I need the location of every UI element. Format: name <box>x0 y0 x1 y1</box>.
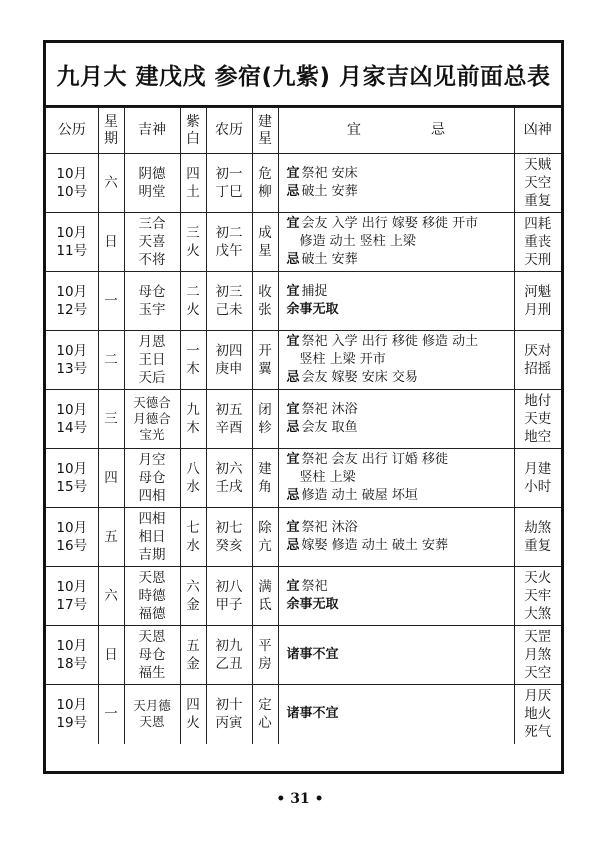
jianxing-cell-line: 危 <box>258 166 272 182</box>
ji-text: 破土 安葬 <box>301 184 358 199</box>
jianxing-cell <box>252 154 278 213</box>
gongli-cell-line: 10月 <box>56 638 88 654</box>
nongli-cell-line: 初九 <box>215 638 243 654</box>
jianxing-cell-line: 张 <box>258 302 272 318</box>
gongli-cell-line: 19号 <box>56 715 88 732</box>
jishen-cell-line: 四相 <box>138 511 166 527</box>
yi-line <box>287 215 514 233</box>
jishen-cell-line: 天恩 <box>138 629 166 645</box>
jianxing-cell-line: 定 <box>258 697 272 714</box>
ji-label: 忌 <box>286 252 300 267</box>
jishen-cell-line: 四相 <box>138 488 166 504</box>
yi-text: 祭祀 沐浴 <box>301 402 358 417</box>
jianxing-cell <box>252 390 278 449</box>
zibai-cell <box>180 390 206 449</box>
yi-line <box>287 646 514 664</box>
yiji-cell <box>278 626 514 685</box>
gongli-cell <box>46 508 98 567</box>
jishen-cell-line: 天喜 <box>138 234 166 250</box>
jianxing-cell-line: 角 <box>258 479 272 495</box>
jianxing-cell <box>252 272 278 331</box>
header-row <box>46 108 561 154</box>
jishen-cell-line: 天后 <box>138 370 166 386</box>
gongli-cell-line: 10月 <box>56 402 88 418</box>
gongli-cell-line: 10月 <box>56 697 88 714</box>
xiongshen-cell-line: 天罡 <box>524 629 552 645</box>
yi-line <box>287 333 514 351</box>
zibai-cell-line: 四 <box>186 697 200 714</box>
jianxing-cell-line: 星 <box>258 243 272 259</box>
jianxing-cell-line: 柳 <box>258 184 272 200</box>
jishen-cell-line: 天恩 <box>138 570 166 586</box>
nongli-cell <box>206 154 252 213</box>
jishen-cell-line: 母仓 <box>138 647 166 663</box>
jianxing-cell-line: 亢 <box>258 538 272 554</box>
jianxing-cell-line: 翼 <box>258 361 272 377</box>
gongli-cell-line: 10月 <box>56 284 88 300</box>
ji-text: 余事无取 <box>286 302 339 317</box>
zibai-cell-line: 三 <box>186 225 200 241</box>
jishen-cell <box>124 508 180 567</box>
ji-text: 余事无取 <box>286 597 339 612</box>
yi-line <box>287 705 514 723</box>
xiongshen-cell <box>514 508 561 567</box>
xingqi-cell: 二 <box>98 331 124 390</box>
zibai-cell-line: 木 <box>186 361 200 377</box>
jishen-cell-line: 月德合 <box>133 411 171 426</box>
xiongshen-cell-line: 地火 <box>524 706 552 723</box>
xingqi-cell: 六 <box>98 567 124 626</box>
jianxing-cell-line: 建 <box>258 461 272 477</box>
nongli-cell-line: 初十 <box>215 697 243 714</box>
gongli-cell <box>46 567 98 626</box>
yi-text: 祭祀 沐浴 <box>301 520 358 535</box>
xiongshen-cell-line: 招摇 <box>524 361 552 377</box>
xiongshen-cell-line: 地付 <box>524 393 552 409</box>
xingqi-cell: 三 <box>98 390 124 449</box>
yi-text: 祭祀 安床 <box>301 166 358 181</box>
jishen-cell <box>124 154 180 213</box>
jishen-cell-line: 月空 <box>138 452 166 468</box>
header-nongli: 农历 <box>206 108 252 154</box>
yi-line <box>287 351 514 369</box>
jianxing-cell-line: 房 <box>258 656 272 672</box>
gongli-cell-line: 10月 <box>56 343 88 359</box>
jishen-cell <box>124 685 180 744</box>
zibai-cell-line: 木 <box>186 420 200 436</box>
yi-text: 祭祀 <box>301 579 328 594</box>
gongli-cell-line: 15号 <box>56 479 88 495</box>
zibai-cell-line: 五 <box>186 638 200 654</box>
jianxing-cell <box>252 626 278 685</box>
ji-label: 忌 <box>286 538 300 553</box>
yiji-cell <box>278 685 514 744</box>
xiongshen-cell-line: 死气 <box>524 724 552 741</box>
ji-line <box>287 487 514 505</box>
nongli-cell-line: 初三 <box>215 284 243 300</box>
yi-line <box>287 451 514 469</box>
zibai-cell-line: 九 <box>186 402 200 418</box>
jianxing-cell-line: 平 <box>258 638 272 654</box>
nongli-cell-line: 癸亥 <box>215 538 243 554</box>
gongli-cell-line: 17号 <box>56 597 88 613</box>
nongli-cell-line: 初八 <box>215 579 243 595</box>
zibai-cell-line: 火 <box>186 302 200 318</box>
jishen-cell-line: 母仓 <box>138 284 166 300</box>
jianxing-cell-line: 开 <box>258 343 272 359</box>
xiongshen-cell <box>514 567 561 626</box>
zibai-cell <box>180 685 206 744</box>
jishen-cell-line: 吉期 <box>138 547 166 563</box>
jianxing-cell-line: 收 <box>258 284 272 300</box>
jianxing-cell-line: 轸 <box>258 420 272 436</box>
yi-text: 会友 入学 出行 嫁娶 移徙 开市 <box>301 216 479 231</box>
table-row <box>46 213 561 272</box>
ji-label: 忌 <box>286 420 300 435</box>
yi-text: 祭祀 入学 出行 移徙 修造 动土 <box>301 334 479 349</box>
jianxing-cell-line: 闭 <box>258 402 272 418</box>
gongli-cell-line: 10月 <box>56 225 88 241</box>
header-jishen: 吉神 <box>124 108 180 154</box>
jishen-cell-line: 福德 <box>138 606 166 622</box>
jishen-cell-line: 不将 <box>138 252 166 268</box>
ji-label: 忌 <box>286 184 300 199</box>
nongli-cell-line: 初七 <box>215 520 243 536</box>
xiongshen-cell <box>514 154 561 213</box>
xiongshen-cell-line: 月煞 <box>524 647 552 663</box>
zibai-cell <box>180 567 206 626</box>
xiongshen-cell <box>514 390 561 449</box>
xiongshen-cell-line: 大煞 <box>524 606 552 622</box>
yiji-cell <box>278 449 514 508</box>
zibai-cell-line: 六 <box>186 579 200 595</box>
jishen-cell <box>124 449 180 508</box>
nongli-cell <box>206 685 252 744</box>
nongli-cell-line: 戊午 <box>215 243 243 259</box>
xingqi-cell: 日 <box>98 213 124 272</box>
page-number: • 31 • <box>276 791 324 807</box>
yi-line <box>287 165 514 183</box>
gongli-cell-line: 11号 <box>56 243 88 259</box>
xiongshen-cell-line: 天火 <box>524 570 552 586</box>
jishen-cell-line: 三合 <box>138 216 166 232</box>
yi-text: 诸事不宜 <box>286 647 339 662</box>
xingqi-cell: 六 <box>98 154 124 213</box>
zibai-cell <box>180 626 206 685</box>
yi-text: 修造 动土 竖柱 上梁 <box>299 234 416 249</box>
yi-text: 竖柱 上梁 <box>299 470 356 485</box>
jishen-cell-line: 時德 <box>138 588 166 604</box>
yi-line <box>287 401 514 419</box>
xiongshen-cell-line: 天刑 <box>524 252 552 268</box>
ji-text: 会友 嫁娶 安床 交易 <box>301 370 418 385</box>
yi-text: 祭祀 会友 出行 订婚 移徙 <box>301 452 449 467</box>
zibai-cell <box>180 272 206 331</box>
nongli-cell-line: 初四 <box>215 343 243 359</box>
gongli-cell-line: 16号 <box>56 538 88 554</box>
header-yiji: 宜 忌 <box>278 108 514 154</box>
table-row <box>46 331 561 390</box>
jianxing-cell <box>252 331 278 390</box>
xiongshen-cell-line: 重复 <box>524 538 552 554</box>
xiongshen-cell-line: 劫煞 <box>524 520 552 536</box>
jianxing-cell <box>252 213 278 272</box>
jishen-cell-line: 王日 <box>138 352 166 368</box>
zibai-cell-line: 七 <box>186 520 200 536</box>
xiongshen-cell-line: 地空 <box>524 429 552 445</box>
jishen-cell-line: 月恩 <box>138 334 166 350</box>
table-row <box>46 154 561 213</box>
header-xingqi: 星期 <box>98 108 124 154</box>
xiongshen-cell-line: 厌对 <box>524 343 552 359</box>
zibai-cell-line: 水 <box>186 479 200 495</box>
gongli-cell-line: 10月 <box>56 520 88 536</box>
xingqi-cell: 一 <box>98 685 124 744</box>
jianxing-cell-line: 心 <box>258 715 272 732</box>
table-row <box>46 567 561 626</box>
gongli-cell <box>46 331 98 390</box>
gongli-cell-line: 10月 <box>56 461 88 477</box>
yi-text: 竖柱 上梁 开市 <box>299 352 386 367</box>
xiongshen-cell-line: 天牢 <box>524 588 552 604</box>
jishen-cell-line: 福生 <box>138 665 166 681</box>
ji-line <box>287 419 514 437</box>
nongli-cell-line: 辛酉 <box>215 420 243 436</box>
jianxing-cell <box>252 567 278 626</box>
gongli-cell <box>46 449 98 508</box>
table-row <box>46 272 561 331</box>
zibai-cell-line: 四 <box>186 166 200 182</box>
yi-line <box>287 578 514 596</box>
gongli-cell <box>46 213 98 272</box>
nongli-cell-line: 初一 <box>215 166 243 182</box>
yi-label: 宜 <box>286 334 300 349</box>
ji-text: 会友 取鱼 <box>301 420 358 435</box>
ji-label: 忌 <box>286 370 300 385</box>
yiji-cell <box>278 508 514 567</box>
zibai-cell-line: 水 <box>186 538 200 554</box>
jishen-cell <box>124 331 180 390</box>
zibai-cell <box>180 449 206 508</box>
table-row <box>46 508 561 567</box>
xiongshen-cell-line: 天空 <box>524 175 552 191</box>
yiji-cell <box>278 154 514 213</box>
nongli-cell-line: 己未 <box>215 302 243 318</box>
yi-line <box>287 469 514 487</box>
xiongshen-cell-line: 天空 <box>524 665 552 681</box>
jishen-cell <box>124 272 180 331</box>
gongli-cell <box>46 685 98 744</box>
gongli-cell <box>46 272 98 331</box>
zibai-cell <box>180 508 206 567</box>
ji-text: 嫁娶 修造 动土 破土 安葬 <box>301 538 449 553</box>
ji-label: 忌 <box>286 488 300 503</box>
yiji-cell <box>278 213 514 272</box>
xiongshen-cell-line: 月建 <box>524 461 552 477</box>
ji-text: 修造 动土 破屋 坏垣 <box>301 488 418 503</box>
table-row <box>46 449 561 508</box>
xiongshen-cell-line: 重复 <box>524 193 552 209</box>
page-title: 九月大 建戊戌 参宿(九紫) 月家吉凶见前面总表 <box>46 43 561 107</box>
jishen-cell-line: 相日 <box>138 529 166 545</box>
nongli-cell <box>206 390 252 449</box>
header-gongli: 公历 <box>46 108 98 154</box>
zibai-cell-line: 金 <box>186 597 200 613</box>
zibai-cell-line: 火 <box>186 715 200 732</box>
nongli-cell-line: 初二 <box>215 225 243 241</box>
table-row <box>46 626 561 685</box>
jishen-cell <box>124 213 180 272</box>
xiongshen-cell-line: 河魁 <box>524 284 552 300</box>
yi-label: 宜 <box>286 452 300 467</box>
ji-line <box>287 596 514 614</box>
jishen-cell <box>124 626 180 685</box>
jianxing-cell <box>252 508 278 567</box>
nongli-cell <box>206 272 252 331</box>
jianxing-cell <box>252 449 278 508</box>
xiongshen-cell-line: 重丧 <box>524 234 552 250</box>
nongli-cell <box>206 331 252 390</box>
jishen-cell-line: 明堂 <box>138 184 166 200</box>
gongli-cell-line: 10月 <box>56 579 88 595</box>
gongli-cell-line: 18号 <box>56 656 88 672</box>
ji-text: 破土 安葬 <box>301 252 358 267</box>
nongli-cell <box>206 508 252 567</box>
gongli-cell-line: 13号 <box>56 361 88 377</box>
jishen-cell-line: 宝光 <box>139 427 165 442</box>
yi-label: 宜 <box>286 284 300 299</box>
gongli-cell-line: 10号 <box>56 184 88 200</box>
gongli-cell-line: 14号 <box>56 420 88 436</box>
zibai-cell-line: 二 <box>186 284 200 300</box>
yi-label: 宜 <box>286 402 300 417</box>
yi-label: 宜 <box>286 216 300 231</box>
yi-text: 诸事不宜 <box>286 706 339 722</box>
yi-line <box>287 233 514 251</box>
almanac-table <box>46 107 561 744</box>
header-jianxing: 建星 <box>252 108 278 154</box>
xiongshen-cell <box>514 272 561 331</box>
header-xiongshen: 凶神 <box>514 108 561 154</box>
yi-label: 宜 <box>286 166 300 181</box>
ji-line <box>287 301 514 319</box>
ji-line <box>287 369 514 387</box>
jianxing-cell-line: 成 <box>258 225 272 241</box>
xiongshen-cell-line: 天吏 <box>524 411 552 427</box>
jishen-cell-line: 玉宇 <box>138 302 166 318</box>
jianxing-cell-line: 除 <box>258 520 272 536</box>
table-row <box>46 685 561 744</box>
gongli-cell <box>46 626 98 685</box>
gongli-cell-line: 12号 <box>56 302 88 318</box>
jishen-cell <box>124 390 180 449</box>
xiongshen-cell-line: 月刑 <box>524 302 552 318</box>
gongli-cell <box>46 154 98 213</box>
xiongshen-cell <box>514 331 561 390</box>
ji-line <box>287 183 514 201</box>
gongli-cell <box>46 390 98 449</box>
zibai-cell <box>180 213 206 272</box>
zibai-cell <box>180 331 206 390</box>
jishen-cell-line: 天恩 <box>139 714 165 730</box>
jishen-cell <box>124 567 180 626</box>
nongli-cell <box>206 213 252 272</box>
xingqi-cell: 一 <box>98 272 124 331</box>
yi-line <box>287 283 514 301</box>
ji-line <box>287 251 514 269</box>
nongli-cell-line: 乙丑 <box>215 656 243 672</box>
xiongshen-cell-line: 天贼 <box>524 157 552 173</box>
header-zibai: 紫白 <box>180 108 206 154</box>
jishen-cell-line: 阴德 <box>138 166 166 182</box>
xiongshen-cell-line: 月厌 <box>524 688 552 705</box>
gongli-cell-line: 10月 <box>56 166 88 182</box>
zibai-cell-line: 火 <box>186 243 200 259</box>
zibai-cell-line: 土 <box>186 184 200 200</box>
xiongshen-cell <box>514 685 561 744</box>
yi-line <box>287 519 514 537</box>
xingqi-cell: 日 <box>98 626 124 685</box>
nongli-cell-line: 庚申 <box>215 361 243 377</box>
yi-label: 宜 <box>286 520 300 535</box>
jishen-cell-line: 天月德 <box>133 698 171 714</box>
jianxing-cell <box>252 685 278 744</box>
nongli-cell-line: 初五 <box>215 402 243 418</box>
nongli-cell <box>206 626 252 685</box>
nongli-cell-line: 丁巳 <box>215 184 243 200</box>
zibai-cell-line: 金 <box>186 656 200 672</box>
xiongshen-cell <box>514 213 561 272</box>
xingqi-cell: 五 <box>98 508 124 567</box>
ji-line <box>287 537 514 555</box>
xiongshen-cell <box>514 626 561 685</box>
nongli-cell-line: 丙寅 <box>215 715 243 732</box>
yiji-cell <box>278 272 514 331</box>
jianxing-cell-line: 满 <box>258 579 272 595</box>
nongli-cell <box>206 567 252 626</box>
jishen-cell-line: 母仓 <box>138 470 166 486</box>
table-row <box>46 390 561 449</box>
zibai-cell-line: 八 <box>186 461 200 477</box>
xingqi-cell: 四 <box>98 449 124 508</box>
zibai-cell-line: 一 <box>186 343 200 359</box>
nongli-cell-line: 初六 <box>215 461 243 477</box>
xiongshen-cell <box>514 449 561 508</box>
yiji-cell <box>278 331 514 390</box>
yi-text: 捕捉 <box>301 284 328 299</box>
jianxing-cell-line: 氐 <box>258 597 272 613</box>
zibai-cell <box>180 154 206 213</box>
nongli-cell <box>206 449 252 508</box>
nongli-cell-line: 甲子 <box>215 597 243 613</box>
nongli-cell-line: 壬戌 <box>215 479 243 495</box>
calendar-frame <box>43 40 564 774</box>
xiongshen-cell-line: 四耗 <box>524 216 552 232</box>
jishen-cell-line: 天德合 <box>133 395 171 410</box>
xiongshen-cell-line: 小时 <box>524 479 552 495</box>
yiji-cell <box>278 567 514 626</box>
yi-label: 宜 <box>286 579 300 594</box>
yiji-cell <box>278 390 514 449</box>
